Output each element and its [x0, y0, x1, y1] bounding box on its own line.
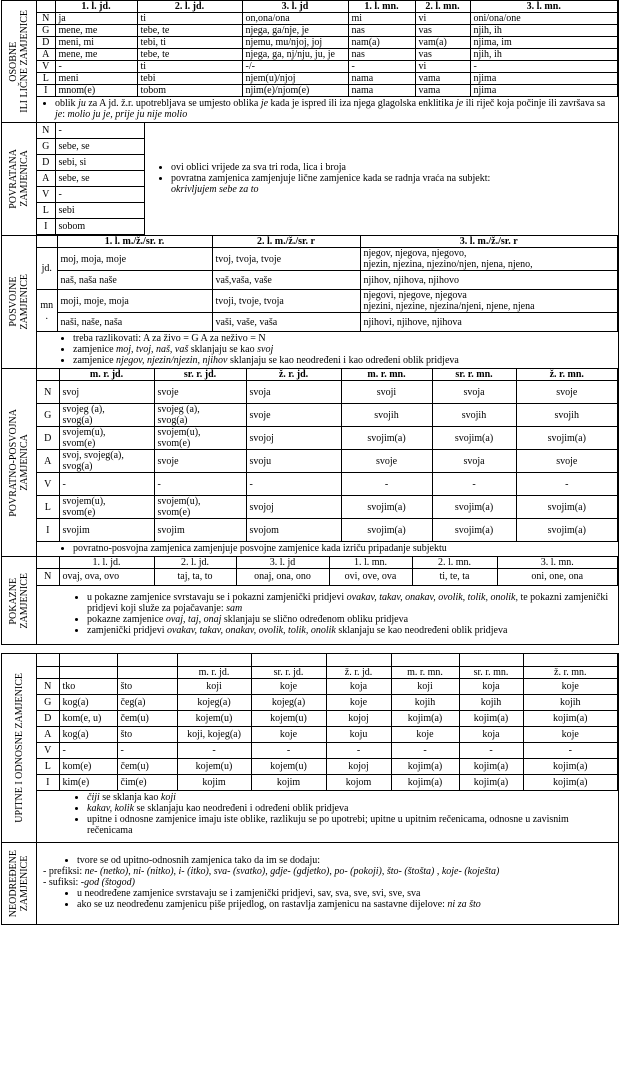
- cell: svojoj: [246, 496, 341, 519]
- osobne-section-label: OSOBNE ILI LIČNE ZAMJENICE: [8, 10, 30, 113]
- table-row: [37, 13, 618, 25]
- cell: ti: [137, 61, 242, 73]
- cell: kojoj: [326, 759, 391, 775]
- cell: koja: [459, 727, 523, 743]
- column-header: 3. l. jd: [236, 557, 329, 569]
- prefixes: - prefiksi: ne- (netko), ni- (nitko), i- (itko), sva- (svatko), gdje- (gdjetko), po- (pokoji), što- (štošta) , koje- (koješta): [43, 866, 500, 877]
- cell: nas: [348, 25, 415, 37]
- cell: koju: [326, 727, 391, 743]
- note-item: • tvore se od upitno-odnosnih zamjenica tako da im se dodaju:: [77, 855, 615, 866]
- cell: svojim(a): [432, 519, 516, 542]
- note-item: • ovi oblici vrijede za sva tri roda, lica i broja: [171, 162, 490, 173]
- column-header: 3. l. m./ž./sr. r: [360, 236, 618, 248]
- notes: [37, 586, 618, 644]
- cell: čim(e): [117, 775, 177, 791]
- cell: A: [37, 49, 55, 61]
- cell: svojim: [154, 519, 246, 542]
- note-item: • kakav, kolik se sklanjaju kao neodređeni i određeni oblik pridjeva: [87, 803, 615, 814]
- cell: kojih: [523, 695, 618, 711]
- cell: tebi: [137, 73, 242, 85]
- cell: vi: [415, 13, 470, 25]
- cell: koje: [391, 727, 459, 743]
- column-header: ž. r. mn.: [516, 369, 618, 381]
- cell: tebi, ti: [137, 37, 242, 49]
- cell: njemu, mu/njoj, joj: [242, 37, 348, 49]
- cell: vas: [415, 25, 470, 37]
- cell: naš, naša naše: [57, 271, 212, 290]
- cell: I: [37, 85, 55, 97]
- cell: meni: [55, 73, 137, 85]
- cell: D: [37, 155, 55, 171]
- column-header: m. r. mn.: [391, 667, 459, 679]
- table-row: [37, 313, 618, 332]
- cell: njima, im: [470, 37, 618, 49]
- cell: nas: [348, 49, 415, 61]
- povratno-posvojna-section-label: POVRATNO-POSVOJNA ZAMJENICA: [8, 408, 30, 517]
- note-item: • čiji se sklanja kao koji: [87, 792, 615, 803]
- column-header: 2. l. jd.: [137, 1, 242, 13]
- note-item: • povratno-posvojna zamjenica zamjenjuje posvojne zamjenice kada izriču pripadanje subjektu: [73, 543, 615, 554]
- cell: -: [391, 743, 459, 759]
- column-header: 1. l. jd.: [59, 557, 154, 569]
- cell: N: [37, 123, 55, 139]
- notes: [37, 332, 618, 368]
- table-row: mn. moji, moje, moja tvoji, tvoje, tvoja njegovi, njegove, njegova njezini, njezine, njezina/njeni, njene, njena: [37, 290, 618, 313]
- cell: mene, me: [55, 49, 137, 61]
- cell: svoji: [341, 381, 432, 404]
- cell: čem(u): [117, 711, 177, 727]
- cell: svojim(a): [432, 427, 516, 450]
- cell: -: [117, 743, 177, 759]
- posvojne-section: [1, 236, 619, 369]
- table-row: [37, 155, 145, 171]
- cell: L: [37, 73, 55, 85]
- table-row: [37, 171, 145, 187]
- cell: kom(e): [59, 759, 117, 775]
- note-item: • zamjenice moj, tvoj, naš, vaš sklanjaju se kao svoj: [73, 344, 615, 355]
- cell: kojih: [391, 695, 459, 711]
- cell: tobom: [137, 85, 242, 97]
- cell: njega, ga, nj/nju, ju, je: [242, 49, 348, 61]
- cell: sebi: [55, 203, 145, 219]
- cell: mnom(e): [55, 85, 137, 97]
- cell: kojim(a): [459, 759, 523, 775]
- cell: koje: [523, 727, 618, 743]
- column-header: 2. l. m./ž./sr. r: [212, 236, 360, 248]
- column-header: 3. l. jd: [242, 1, 348, 13]
- table-row: [37, 49, 618, 61]
- column-header: sr. r. mn.: [432, 369, 516, 381]
- cell: I: [37, 775, 59, 791]
- cell: kojem(u): [177, 711, 251, 727]
- cell: svojim(a): [432, 496, 516, 519]
- cell: njih, ih: [470, 25, 618, 37]
- cell: kom(e, u): [59, 711, 117, 727]
- cell: A: [37, 727, 59, 743]
- cell: -: [251, 743, 326, 759]
- cell: oni, one, ona: [497, 569, 618, 586]
- cell: L: [37, 496, 59, 519]
- cell: V: [37, 473, 59, 496]
- table-row: [37, 727, 618, 743]
- cell: V: [37, 61, 55, 73]
- table-row: [37, 73, 618, 85]
- column-header: ž. r. mn.: [523, 667, 618, 679]
- table-row: [37, 203, 145, 219]
- cell: -: [348, 61, 415, 73]
- cell: -: [177, 743, 251, 759]
- notes: [145, 123, 618, 235]
- suffixes: - sufiksi: -god (štogod): [43, 877, 135, 888]
- cell: ovi, ove, ova: [329, 569, 412, 586]
- cell: svoj, svojeg(a), svog(a): [59, 450, 154, 473]
- cell: A: [37, 450, 59, 473]
- cell: -: [59, 743, 117, 759]
- cell: kojoj: [326, 711, 391, 727]
- cell: naši, naše, naša: [57, 313, 212, 332]
- column-header: 1. l. mn.: [329, 557, 412, 569]
- cell: kojim(a): [459, 775, 523, 791]
- cell: I: [37, 219, 55, 235]
- cell: -: [432, 473, 516, 496]
- cell: nama: [348, 85, 415, 97]
- cell: -/-: [242, 61, 348, 73]
- cell: vaši, vaše, vaša: [212, 313, 360, 332]
- posvojne-section-label: POSVOJNE ZAMJENICE: [8, 274, 30, 330]
- cell: njega, ga/nje, je: [242, 25, 348, 37]
- cell: kojim(a): [523, 711, 618, 727]
- cell: vama: [415, 85, 470, 97]
- cell: L: [37, 759, 59, 775]
- cell: moj, moja, moje: [57, 248, 212, 271]
- cell: kojih: [459, 695, 523, 711]
- cell: čem(u): [117, 759, 177, 775]
- cell: taj, ta, to: [154, 569, 236, 586]
- cell: sebi, si: [55, 155, 145, 171]
- cell: N: [37, 13, 55, 25]
- table-row: [37, 496, 618, 519]
- cell: G: [37, 139, 55, 155]
- cell: svoja: [432, 450, 516, 473]
- cell: svojem(u), svom(e): [59, 496, 154, 519]
- cell: sebe, se: [55, 171, 145, 187]
- cell: svojim(a): [341, 496, 432, 519]
- column-header: 2. l. mn.: [415, 1, 470, 13]
- cell: svojem(u), svom(e): [59, 427, 154, 450]
- column-header: sr. r. jd.: [251, 667, 326, 679]
- cell: kojim(a): [391, 711, 459, 727]
- cell: kojem(u): [251, 711, 326, 727]
- cell: kojim(a): [391, 775, 459, 791]
- cell: svojeg (a), svog(a): [59, 404, 154, 427]
- notes: [37, 97, 618, 122]
- cell: kojim: [177, 775, 251, 791]
- table-row: [37, 404, 618, 427]
- column-header: ž. r. jd.: [246, 369, 341, 381]
- notes: [37, 843, 618, 924]
- cell: svojih: [432, 404, 516, 427]
- cell: svojim(a): [516, 496, 618, 519]
- cell: -: [459, 743, 523, 759]
- column-header: 1. l. jd.: [55, 1, 137, 13]
- cell: svojih: [341, 404, 432, 427]
- cell: N: [37, 679, 59, 695]
- cell: mene, me: [55, 25, 137, 37]
- column-header: 1. l. m./ž./sr. r.: [57, 236, 212, 248]
- column-header: 3. l. mn.: [470, 1, 618, 13]
- upitne-section: [1, 653, 619, 843]
- note-item: • oblik ju za A jd. ž.r. upotrebljava se umjesto oblika je kada je ispred ili iza njega glagolska enklitika je ili riječ koja počinje ili završava sa je: molio ju je, prije ju nije molio: [55, 98, 615, 120]
- cell: tko: [59, 679, 117, 695]
- cell: njihovi, njihove, njihova: [360, 313, 618, 332]
- cell: kog(a): [59, 695, 117, 711]
- cell: I: [37, 519, 59, 542]
- note-item: • treba razlikovati: A za živo = G A za neživo = N: [73, 333, 615, 344]
- povratna-section-label: POVRATANA ZAMJENICA: [8, 149, 30, 209]
- cell: njihov, njihova, njihovo: [360, 271, 618, 290]
- cell: onaj, ona, ono: [236, 569, 329, 586]
- cell: ti: [137, 13, 242, 25]
- column-header: 1. l. mn.: [348, 1, 415, 13]
- table-row: [37, 219, 145, 235]
- table-row: [37, 743, 618, 759]
- note-item: • povratna zamjenica zamjenjuje lične zamjenice kada se radnja vraća na subjekt: okrivljujem sebe za to: [171, 173, 490, 195]
- cell: -: [516, 473, 618, 496]
- cell: svoje: [516, 450, 618, 473]
- cell: svojeg (a), svog(a): [154, 404, 246, 427]
- neodredene-section-label: NEODREĐENE ZAMJENICE: [8, 849, 30, 918]
- upitne-section-label: UPITNE I ODNOSNE ZAMJENICE: [13, 673, 25, 823]
- cell: -: [55, 61, 137, 73]
- cell: kog(a): [59, 727, 117, 743]
- cell: kojim(a): [523, 775, 618, 791]
- table-row: [37, 381, 618, 404]
- cell: svoj: [59, 381, 154, 404]
- cell: tebe, te: [137, 25, 242, 37]
- note-item: • zamjenice njegov, njezin/njezin, njihov sklanjaju se kao neodređeni i kao određeni oblik pridjeva: [73, 355, 615, 366]
- pokazne-section: [1, 557, 619, 645]
- notes: [37, 791, 618, 842]
- cell: G: [37, 25, 55, 37]
- cell: svoje: [341, 450, 432, 473]
- table-row: [37, 187, 145, 203]
- column-header: sr. r. jd.: [154, 369, 246, 381]
- cell: svojem(u), svom(e): [154, 427, 246, 450]
- cell: svoje: [154, 381, 246, 404]
- cell: što: [117, 679, 177, 695]
- cell: kojeg(a): [251, 695, 326, 711]
- cell: svojim(a): [341, 427, 432, 450]
- pokazne-section-label: POKAZNE ZAMJENICE: [8, 572, 30, 629]
- cell: svojim: [59, 519, 154, 542]
- povratna-section: [1, 123, 619, 236]
- table-row: [37, 85, 618, 97]
- cell: G: [37, 404, 59, 427]
- cell: vi: [415, 61, 470, 73]
- cell: D: [37, 711, 59, 727]
- note-item: • upitne i odnosne zamjenice imaju iste oblike, razlikuju se po upotrebi; upitne u upitnim rečenicama, odnosne u zavisnim rečenicama: [87, 814, 615, 836]
- cell: N: [37, 381, 59, 404]
- table-row: [37, 759, 618, 775]
- table-row: [37, 569, 618, 586]
- neodredene-section: [1, 843, 619, 925]
- cell: tebe, te: [137, 49, 242, 61]
- cell: -: [59, 473, 154, 496]
- cell: svoje: [154, 450, 246, 473]
- cell: kojim(a): [391, 759, 459, 775]
- cell: V: [37, 187, 55, 203]
- table-row: [37, 450, 618, 473]
- cell: kojim(a): [459, 711, 523, 727]
- cell: njem(u)/njoj: [242, 73, 348, 85]
- cell: D: [37, 37, 55, 49]
- cell: svoja: [246, 381, 341, 404]
- table-row: jd. moj, moja, moje tvoj, tvoja, tvoje njegov, njegova, njegovo, njezin, njezina, njezino/njen, njena, njeno,: [37, 248, 618, 271]
- cell: koji: [177, 679, 251, 695]
- cell: čeg(a): [117, 695, 177, 711]
- cell: N: [37, 569, 59, 586]
- column-header: 2. l. mn.: [412, 557, 497, 569]
- cell: oni/ona/one: [470, 13, 618, 25]
- cell: -: [341, 473, 432, 496]
- table-row: [37, 775, 618, 791]
- cell: svojih: [516, 404, 618, 427]
- cell: kojom: [326, 775, 391, 791]
- cell: kojem(u): [251, 759, 326, 775]
- cell: njima: [470, 73, 618, 85]
- cell: koji, kojeg(a): [177, 727, 251, 743]
- cell: tvoji, tvoje, tvoja: [212, 290, 360, 313]
- table-row: [37, 271, 618, 290]
- osobne-section: [1, 0, 619, 123]
- table-row: [37, 711, 618, 727]
- cell: koje: [251, 727, 326, 743]
- cell: ovaj, ova, ovo: [59, 569, 154, 586]
- cell: vaš,vaša, vaše: [212, 271, 360, 290]
- column-header: sr. r. mn.: [459, 667, 523, 679]
- cell: koji: [391, 679, 459, 695]
- cell: svoje: [246, 404, 341, 427]
- note-item: • zamjenički pridjevi ovakav, takav, onakav, ovolik, tolik, onolik sklanjaju se kao neodređeni oblik pridjeva: [87, 625, 615, 636]
- cell: G: [37, 695, 59, 711]
- cell: L: [37, 203, 55, 219]
- cell: kojeg(a): [177, 695, 251, 711]
- cell: svoja: [432, 381, 516, 404]
- cell: tvoj, tvoja, tvoje: [212, 248, 360, 271]
- cell: njim(e)/njom(e): [242, 85, 348, 97]
- cell: koje: [326, 695, 391, 711]
- cell: ja: [55, 13, 137, 25]
- notes: [37, 542, 618, 556]
- cell: meni, mi: [55, 37, 137, 49]
- cell: nama: [348, 73, 415, 85]
- cell: svojoj: [246, 427, 341, 450]
- cell: nam(a): [348, 37, 415, 49]
- cell: koje: [251, 679, 326, 695]
- column-header: m. r. jd.: [59, 369, 154, 381]
- cell: vas: [415, 49, 470, 61]
- table-row: [37, 695, 618, 711]
- cell: sebe, se: [55, 139, 145, 155]
- table-row: [37, 37, 618, 49]
- note-item: • u neodređene zamjenice svrstavaju se i zamjenički pridjevi, sav, sva, sve, svi, sve, sva: [77, 888, 615, 899]
- cell: on,ona/ona: [242, 13, 348, 25]
- cell: V: [37, 743, 59, 759]
- column-header: ž. r. jd.: [326, 667, 391, 679]
- table-row: [37, 519, 618, 542]
- cell: njegovi, njegove, njegova njezini, njezine, njezina/njeni, njene, njena: [360, 290, 618, 313]
- column-header: m. r. mn.: [341, 369, 432, 381]
- cell: -: [470, 61, 618, 73]
- cell: svoje: [516, 381, 618, 404]
- cell: svojem(u), svom(e): [154, 496, 246, 519]
- cell: njima: [470, 85, 618, 97]
- cell: svojim(a): [341, 519, 432, 542]
- cell: svojim(a): [516, 427, 618, 450]
- table-row: [37, 123, 145, 139]
- column-header: 3. l. mn.: [497, 557, 618, 569]
- cell: -: [326, 743, 391, 759]
- cell: -: [523, 743, 618, 759]
- cell: kojim: [251, 775, 326, 791]
- cell: što: [117, 727, 177, 743]
- cell: kojim(a): [523, 759, 618, 775]
- cell: svoju: [246, 450, 341, 473]
- cell: vama: [415, 73, 470, 85]
- cell: ti, te, ta: [412, 569, 497, 586]
- note-item: • ako se uz neodređenu zamjenicu piše prijedlog, on rastavlja zamjenicu na sastavne dijelove: ni za što: [77, 899, 615, 910]
- cell: koje: [523, 679, 618, 695]
- cell: njih, ih: [470, 49, 618, 61]
- cell: njegov, njegova, njegovo, njezin, njezina, njezino/njen, njena, njeno,: [360, 248, 618, 271]
- column-header: 2. l. jd.: [154, 557, 236, 569]
- table-row: [37, 427, 618, 450]
- cell: svojim(a): [516, 519, 618, 542]
- cell: svojom: [246, 519, 341, 542]
- cell: -: [55, 123, 145, 139]
- cell: moji, moje, moja: [57, 290, 212, 313]
- table-row: [37, 25, 618, 37]
- cell: koja: [459, 679, 523, 695]
- cell: mi: [348, 13, 415, 25]
- cell: D: [37, 427, 59, 450]
- table-row: [37, 139, 145, 155]
- table-row: [37, 679, 618, 695]
- cell: kim(e): [59, 775, 117, 791]
- note-item: • pokazne zamjenice ovaj, taj, onaj sklanjaju se slično određenom obliku pridjeva: [87, 614, 615, 625]
- cell: sobom: [55, 219, 145, 235]
- column-header: m. r. jd.: [177, 667, 251, 679]
- note-item: • u pokazne zamjenice svrstavaju se i pokazni zamjenički pridjevi ovakav, takav, onakav, ovolik, tolik, onolik, te pokazni zamjenički pridjevi koji služe za pojačavanje: sam: [87, 592, 615, 614]
- cell: A: [37, 171, 55, 187]
- cell: kojem(u): [177, 759, 251, 775]
- cell: -: [154, 473, 246, 496]
- cell: -: [55, 187, 145, 203]
- cell: -: [246, 473, 341, 496]
- povratno-posvojna-section: [1, 369, 619, 557]
- cell: vam(a): [415, 37, 470, 49]
- table-row: [37, 61, 618, 73]
- table-row: [37, 473, 618, 496]
- cell: koja: [326, 679, 391, 695]
